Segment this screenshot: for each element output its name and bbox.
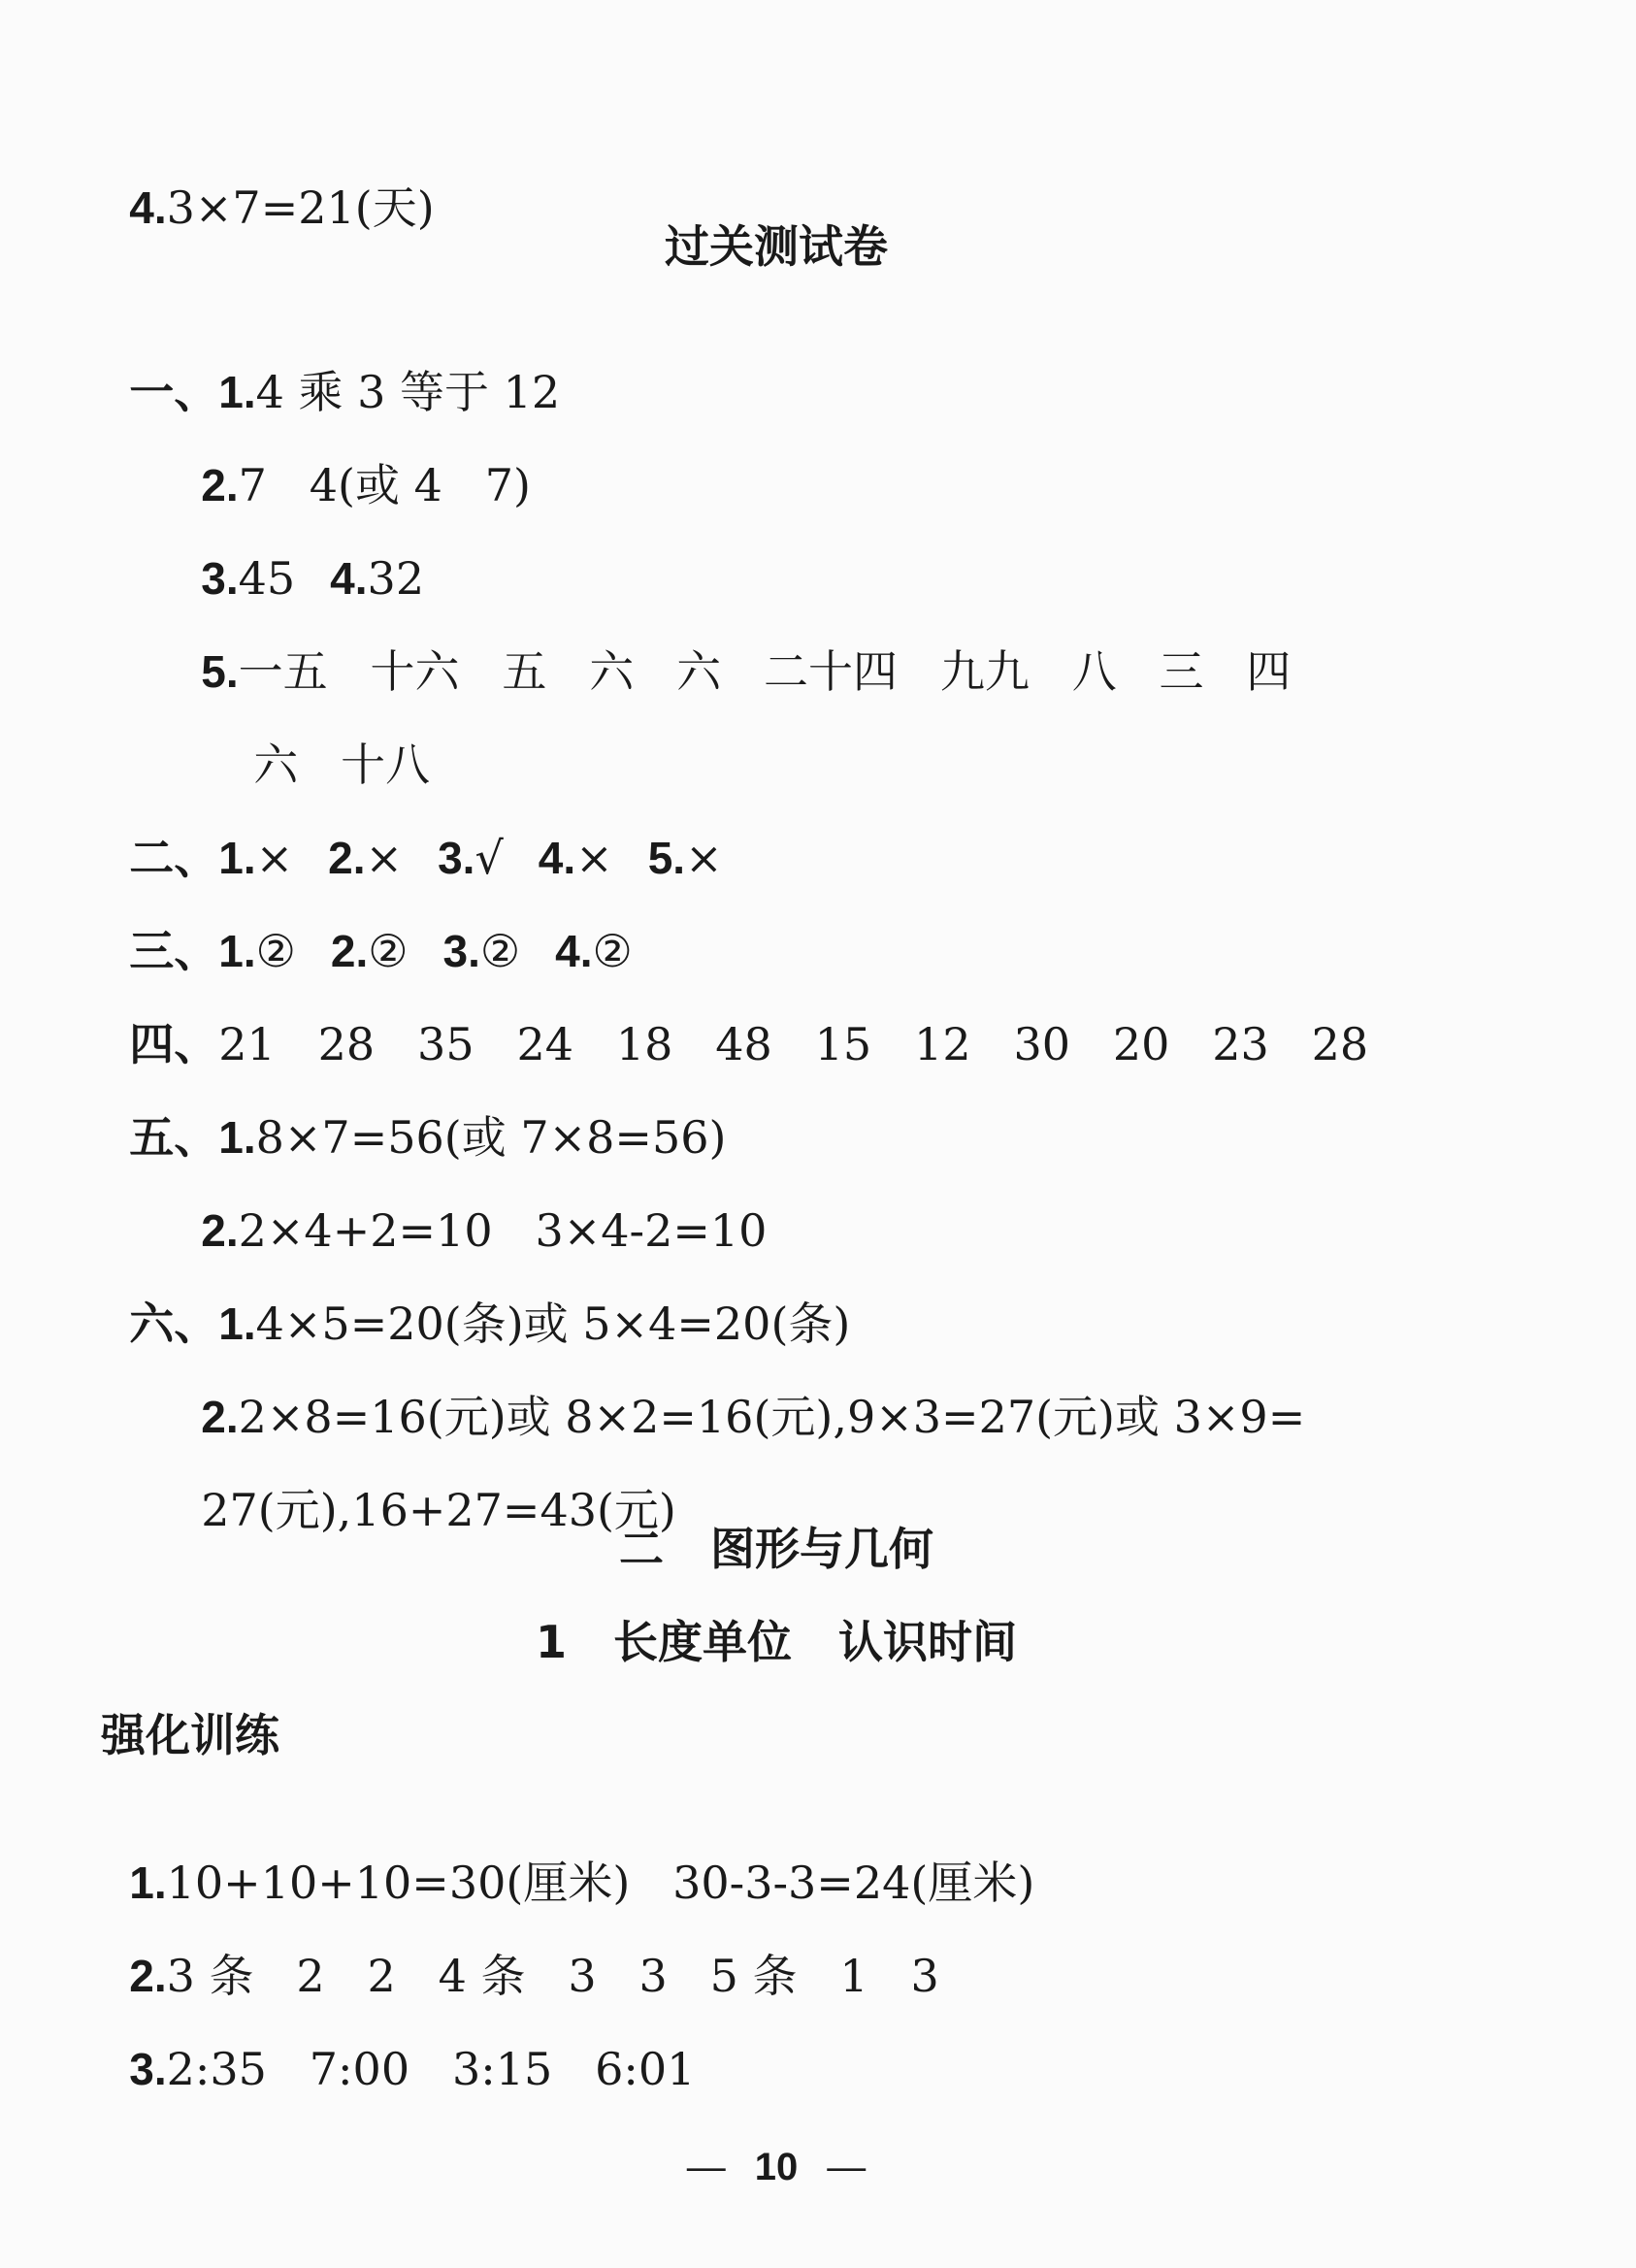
answer-text: ② xyxy=(479,925,521,977)
answer-text: 45 xyxy=(238,552,296,605)
item-number: 1. xyxy=(129,1857,167,1908)
answer-text: 3×7=21(天) xyxy=(166,181,435,234)
practice-heading: 强化训练 xyxy=(101,1709,279,1761)
item-number: 2. xyxy=(330,926,369,976)
lesson-title: 1 长度单位 认识时间 xyxy=(535,1616,1018,1668)
answer-text: 4×5=20(条)或 5×4=20(条) xyxy=(255,1298,851,1350)
item-number: 4. xyxy=(538,833,576,883)
question-label: 四、 xyxy=(129,1018,219,1070)
answer-text: × xyxy=(365,832,404,884)
answer-text: 27(元),16+27=43(元) xyxy=(201,1484,676,1536)
answer-text: √ xyxy=(474,832,504,884)
answer-text: × xyxy=(255,832,294,884)
question-label: 一、 xyxy=(129,366,219,418)
item-number: 1. xyxy=(218,367,256,417)
answer-text: 2:35 7:00 3:15 6:01 xyxy=(166,2043,696,2095)
item-number: 1. xyxy=(218,1298,256,1349)
answer-text: 一五 十六 五 六 六 二十四 九九 八 三 四 xyxy=(238,645,1292,698)
item-number: 3. xyxy=(442,926,480,976)
question-label: 三、 xyxy=(129,925,219,977)
item-number: 2. xyxy=(201,1392,239,1442)
answer-text: 8×7=56(或 7×8=56) xyxy=(255,1111,727,1164)
item-number: 2. xyxy=(201,1205,239,1256)
item-number: 2. xyxy=(201,460,239,510)
answer-text: ② xyxy=(255,925,296,977)
question-label: 六、 xyxy=(129,1298,219,1350)
item-number: 4. xyxy=(330,553,368,604)
page-dash-left: — xyxy=(686,2146,726,2188)
item-number: 1. xyxy=(218,1112,256,1163)
answer-text: 21 28 35 24 18 48 15 12 30 20 23 28 xyxy=(218,1018,1369,1070)
page-number xyxy=(0,2143,1553,2191)
item-number: 3. xyxy=(438,833,475,883)
item-number: 5. xyxy=(201,646,239,697)
s2-line3 xyxy=(101,1988,695,2096)
item-number: 1. xyxy=(218,926,256,976)
answer-text: 10+10+10=30(厘米) 30-3-3=24(厘米) xyxy=(166,1857,1035,1909)
answer-text: 7 4(或 4 7) xyxy=(238,459,531,511)
chapter-title: 二 图形与几何 xyxy=(618,1523,934,1575)
item-number: 5. xyxy=(647,833,686,883)
answer-text: 3 条 2 2 4 条 3 3 5 条 1 3 xyxy=(166,1950,939,2002)
question-label: 五、 xyxy=(129,1111,219,1164)
page-number-value: 10 xyxy=(754,2146,799,2188)
item-number: 2. xyxy=(129,1951,167,2001)
item-number: 4. xyxy=(129,182,167,233)
answer-text: 32 xyxy=(367,552,425,605)
item-number: 2. xyxy=(328,833,366,883)
answer-text: ② xyxy=(368,925,409,977)
page-dash-right: — xyxy=(827,2146,867,2188)
answer-text: 六 十八 xyxy=(253,739,431,791)
answer-text: × xyxy=(685,832,723,884)
answer-text: × xyxy=(575,832,613,884)
item-number: 3. xyxy=(201,553,239,604)
item-number: 3. xyxy=(129,2044,167,2094)
item-number: 4. xyxy=(555,926,593,976)
question-label: 二、 xyxy=(129,832,219,884)
answer-text: ② xyxy=(592,925,633,977)
answer-text: 2×8=16(元)或 8×2=16(元),9×3=27(元)或 3×9= xyxy=(238,1391,1306,1443)
section-title: 过关测试卷 xyxy=(665,220,888,273)
item-number: 1. xyxy=(218,833,256,883)
answer-text: 2×4+2=10 3×4-2=10 xyxy=(238,1204,768,1257)
answer-text: 4 乘 3 等于 12 xyxy=(255,366,561,418)
